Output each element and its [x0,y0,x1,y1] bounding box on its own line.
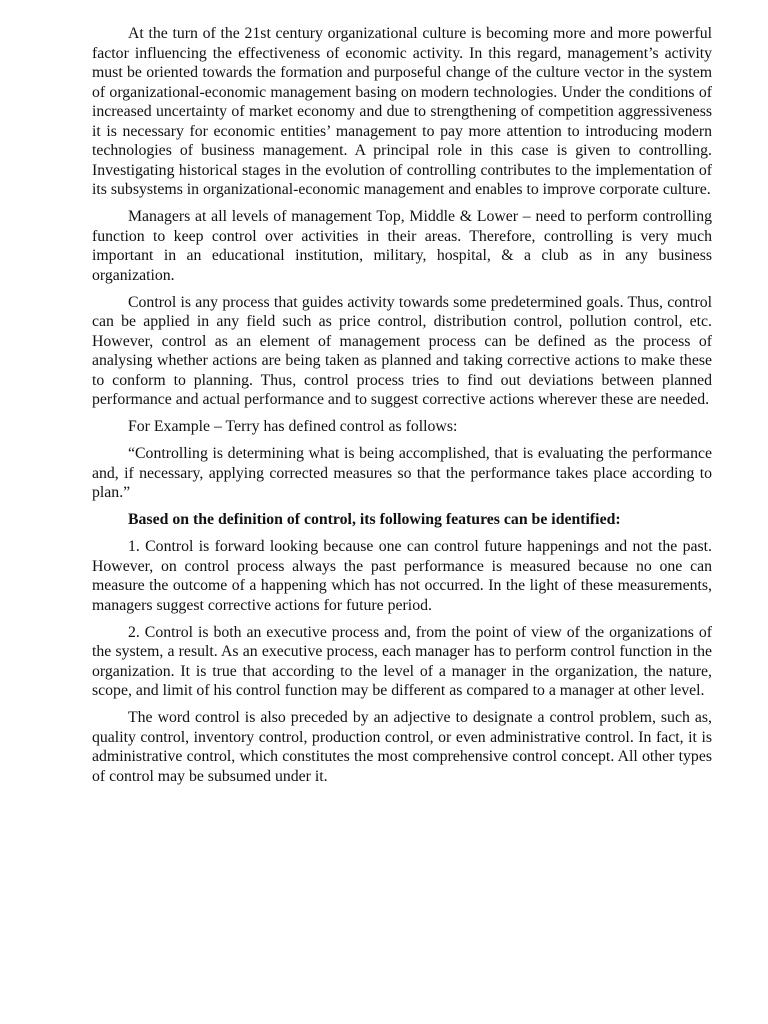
paragraph-control-definition: Control is any process that guides activity towards some predetermined goals. Thus, control can be applied in any field such as price control, distribution control, pollution control, etc. However, control as an element of management process can be defined as the process of analysing whether actions are being taken as planned and taking corrective actions to make these to conform to planning. Thus, control process tries to find out deviations between planned performance and actual performance and to suggest corrective actions wherever these are needed. [92,293,712,408]
paragraph-terry-example: For Example – Terry has defined control as follows: [128,418,458,435]
feature-item-1: 1. Control is forward looking because one can control future happenings and not the past. However, on control process always the past performance is measured because no one can measure the outcome of a happening which has not occurred. In the light of these measurements, managers suggest corrective actions for future period. [92,538,712,614]
paragraph-managers-levels: Managers at all levels of management Top, Middle & Lower – need to perform controlling function to keep control over activities in their areas. Therefore, controlling is very much important in an educational institution, military, hospital, & a club as in any business organization. [92,208,712,284]
features-heading: Based on the definition of control, its following features can be identified: [128,511,621,528]
paragraph-organizational-culture: At the turn of the 21st century organizational culture is becoming more and more powerful factor influencing the effectiveness of economic activity. In this regard, management’s activity must be oriented towards the formation and purposeful change of the culture vector in the system of organizational-economic management basing on modern technologies. Under the conditions of increased uncertainty of market economy and due to strengthening of competition aggressiveness it is necessary for economic entities’ management to pay more attention to introducing modern technologies of business management. A principal role in this case is given to controlling. Investigating historical stages in the evolution of controlling contributes to the implementation of its subsystems in organizational-economic management and enables to improve corporate culture. [92,25,712,198]
feature-item-2: 2. Control is both an executive process and, from the point of view of the organizations of the system, a result. As an executive process, each manager has to perform control function in the organization. It is true that according to the level of a manager in the organization, the nature, scope, and limit of his control function may be different as compared to a manager at other level. [92,623,712,699]
paragraph-terry-quote: “Controlling is determining what is being accomplished, that is evaluating the performance and, if necessary, applying corrected measures so that the performance takes place according to plan.” [92,445,712,501]
document-page [92,24,712,794]
paragraph-administrative-control: The word control is also preceded by an adjective to designate a control problem, such as, quality control, inventory control, production control, or even administrative control. In fact, it is administrative control, which constitutes the most comprehensive control concept. All other types of control may be subsumed under it. [92,709,712,785]
